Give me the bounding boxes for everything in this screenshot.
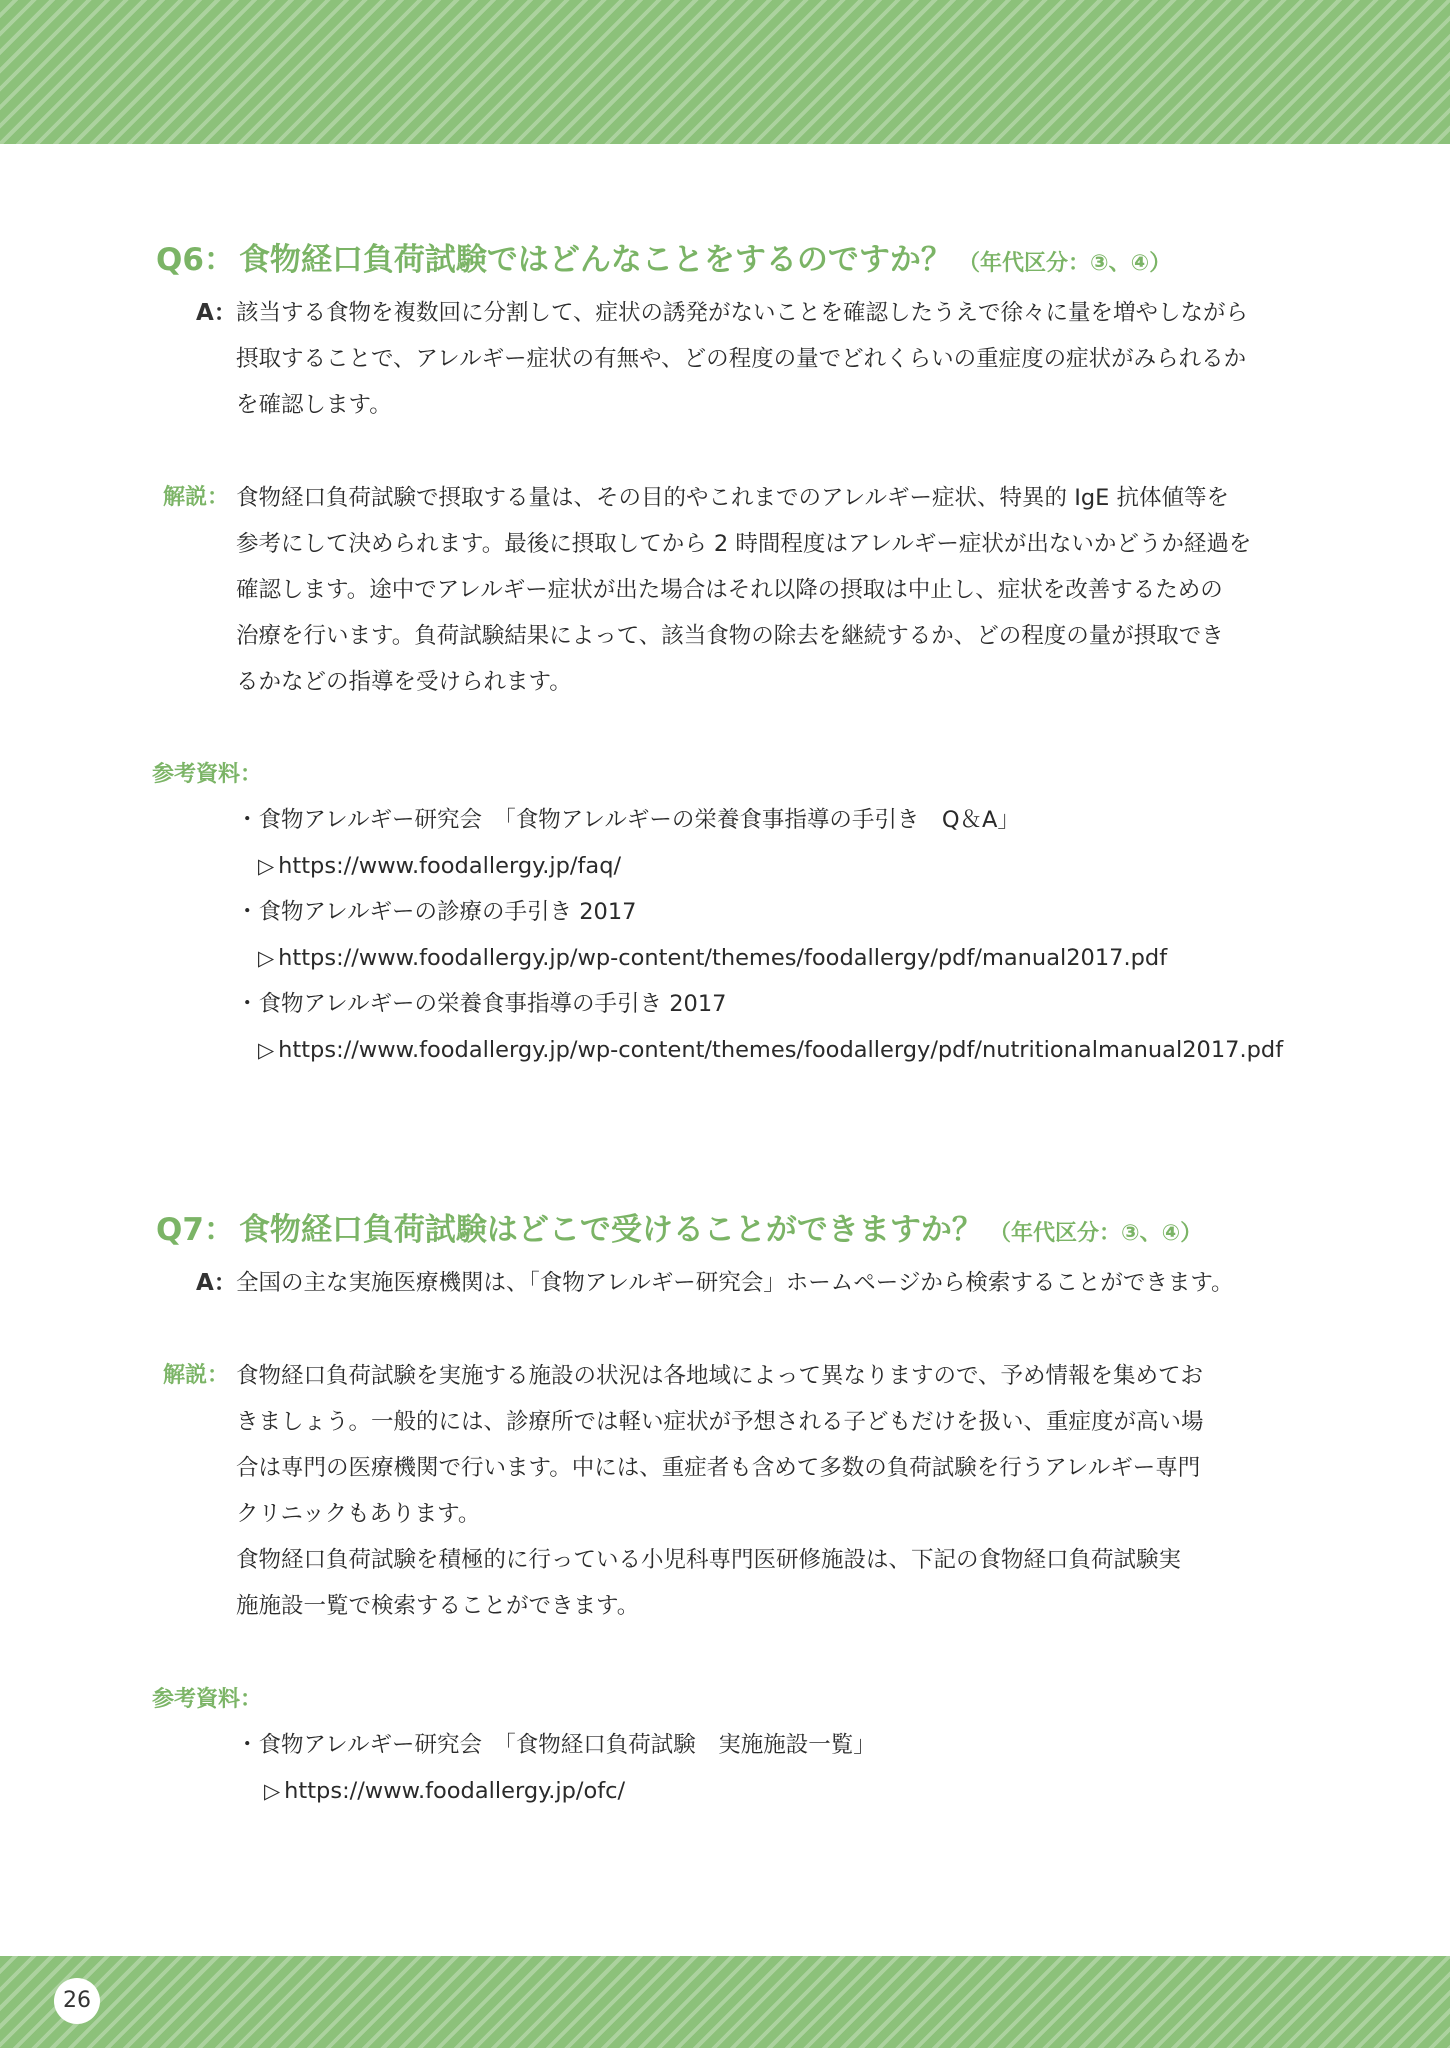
- reference-title: ・食物アレルギーの診療の手引き 2017: [236, 899, 637, 925]
- q7-explanation: [163, 1353, 1333, 1629]
- arrow-right-icon: ▷: [258, 854, 275, 878]
- q7-answer-label: A：: [196, 1270, 237, 1296]
- reference-url[interactable]: https://www.foodallergy.jp/wp-content/themes/foodallergy/pdf/manual2017.pdf: [278, 945, 1168, 971]
- answer-line: を確認します。: [236, 392, 392, 418]
- q6-answer-label: A：: [196, 300, 237, 326]
- arrow-right-icon: ▷: [258, 946, 275, 970]
- page-number: 26: [54, 1978, 100, 2024]
- q6-explanation-text: [236, 475, 1336, 705]
- q7-references: [236, 1722, 1356, 1814]
- q7-age-category: （年代区分：③、④）: [988, 1221, 1203, 1246]
- q6-explanation-label: 解説：: [163, 485, 230, 510]
- explanation-line: 食物経口負荷試験で摂取する量は、その目的やこれまでのアレルギー症状、特異的 IgE 抗体値等を: [236, 485, 1229, 511]
- explanation-line: 参考にして決められます。最後に摂取してから 2 時間程度はアレルギー症状が出ないかどうか経過を: [236, 531, 1252, 557]
- reference-link[interactable]: [236, 1027, 1356, 1073]
- explanation-line: クリニックもあります。: [236, 1501, 481, 1527]
- top-stripe-band: [0, 0, 1450, 144]
- q7-explanation-label: 解説：: [163, 1363, 230, 1388]
- q6-explanation: [163, 475, 1333, 707]
- reference-title: ・食物アレルギー研究会 「食物アレルギーの栄養食事指導の手引き Q＆A」: [236, 807, 1020, 833]
- reference-url[interactable]: https://www.foodallergy.jp/faq/: [278, 853, 622, 879]
- reference-link[interactable]: [236, 843, 1356, 889]
- explanation-line: 食物経口負荷試験を積極的に行っている小児科専門医研修施設は、下記の食物経口負荷試験実: [236, 1547, 1182, 1573]
- answer-line: 全国の主な実施医療機関は、「食物アレルギー研究会」ホームページから検索することができます。: [236, 1270, 1234, 1296]
- reference-title: ・食物アレルギー研究会 「食物経口負荷試験 実施施設一覧」: [236, 1732, 876, 1758]
- q7-answer: [196, 1260, 1326, 1306]
- q6-label: Q6：: [156, 242, 235, 278]
- arrow-right-icon: ▷: [264, 1779, 281, 1803]
- answer-line: 該当する食物を複数回に分割して、症状の誘発がないことを確認したうえで徐々に量を増やしながら: [236, 300, 1249, 326]
- q6-references-label: 参考資料：: [152, 762, 263, 787]
- reference-url[interactable]: https://www.foodallergy.jp/ofc/: [284, 1778, 626, 1804]
- reference-title: ・食物アレルギーの栄養食事指導の手引き 2017: [236, 991, 727, 1017]
- explanation-line: 合は専門の医療機関で行います。中には、重症者も含めて多数の負荷試験を行うアレルギー専門: [236, 1455, 1201, 1481]
- explanation-line: 確認します。途中でアレルギー症状が出た場合はそれ以降の摂取は中止し、症状を改善するための: [236, 577, 1223, 603]
- q6-answer: [196, 290, 1326, 430]
- q6-age-category: （年代区分：③、④）: [957, 251, 1172, 276]
- reference-url[interactable]: https://www.foodallergy.jp/wp-content/themes/foodallergy/pdf/nutritionalmanual2017.pdf: [278, 1037, 1284, 1063]
- reference-link[interactable]: [236, 935, 1356, 981]
- explanation-line: 食物経口負荷試験を実施する施設の状況は各地域によって異なりますので、予め情報を集めてお: [236, 1363, 1204, 1389]
- q7-label: Q7：: [156, 1212, 235, 1248]
- q6-title: 食物経口負荷試験ではどんなことをするのですか？: [238, 242, 952, 278]
- q6-answer-text: [236, 290, 1326, 428]
- explanation-line: るかなどの指導を受けられます。: [236, 669, 572, 695]
- explanation-line: 施施設一覧で検索することができます。: [236, 1593, 640, 1619]
- q7-references-label: 参考資料：: [152, 1687, 263, 1712]
- answer-line: 摂取することで、アレルギー症状の有無や、どの程度の量でどれくらいの重症度の症状がみられるか: [236, 346, 1247, 372]
- arrow-right-icon: ▷: [258, 1038, 275, 1062]
- q6-references: [236, 797, 1356, 1073]
- q7-explanation-text: [236, 1353, 1336, 1629]
- reference-link[interactable]: [236, 1768, 1356, 1814]
- explanation-line: 治療を行います。負荷試験結果によって、該当食物の除去を継続するか、どの程度の量が摂取でき: [236, 623, 1224, 649]
- bottom-stripe-band: [0, 1956, 1450, 2048]
- q7-title: 食物経口負荷試験はどこで受けることができますか？: [238, 1212, 983, 1248]
- q7-heading: [156, 1210, 1202, 1254]
- q6-heading: [156, 240, 1171, 284]
- q7-answer-text: [236, 1260, 1326, 1306]
- explanation-line: きましょう。一般的には、診療所では軽い症状が予想される子どもだけを扱い、重症度が高い場: [236, 1409, 1204, 1435]
